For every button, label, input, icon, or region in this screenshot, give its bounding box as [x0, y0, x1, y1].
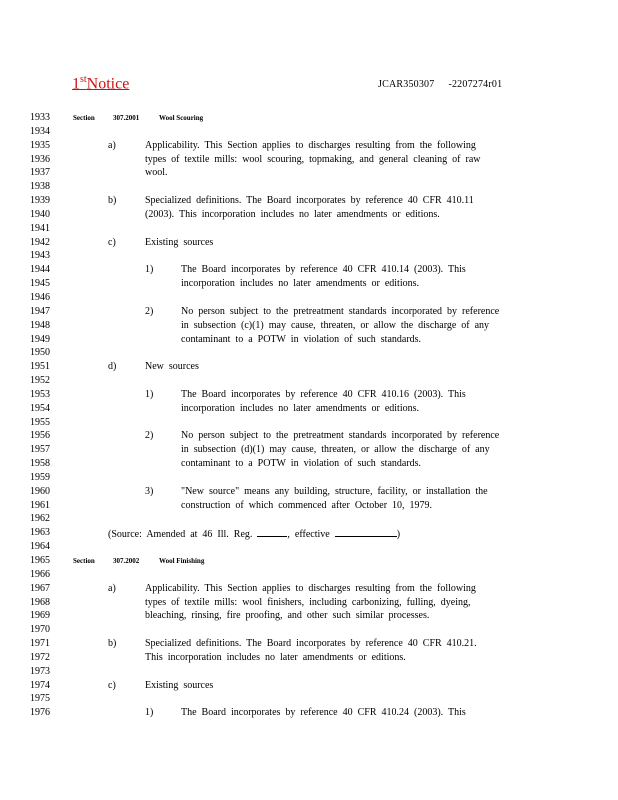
body-line: types of textile mills: wool finishers, including carbonizing, fulling, dyeing, [145, 597, 471, 608]
subsection-heading: New sources [145, 361, 199, 372]
line-number: 1959 [30, 472, 50, 483]
line-number: 1948 [30, 320, 50, 331]
source-note: (Source: Amended at 46 Ill. Reg. , effective ) [108, 529, 401, 540]
item-marker-2: 2) [145, 430, 154, 441]
line-number: 1971 [30, 638, 50, 649]
body-line: No person subject to the pretreatment standards incorporated by reference [181, 306, 500, 317]
line-number: 1963 [30, 527, 50, 538]
register-volume-blank [257, 527, 287, 537]
body-line: This incorporation includes no later amendments or editions. [145, 652, 406, 663]
body-line: The Board incorporates by reference 40 CFR 410.16 (2003). This [181, 389, 466, 400]
subsection-marker-a: a) [108, 583, 116, 594]
subsection-marker-b: b) [108, 638, 117, 649]
body-line: wool. [145, 167, 168, 178]
line-number: 1974 [30, 680, 50, 691]
line-number: 1952 [30, 375, 50, 386]
body-line: types of textile mills: wool scouring, topmaking, and general cleaning of raw [145, 154, 481, 165]
line-number: 1967 [30, 583, 50, 594]
line-number: 1964 [30, 541, 50, 552]
body-line: incorporation includes no later amendments or editions. [181, 403, 419, 414]
line-number: 1949 [30, 334, 50, 345]
line-number: 1943 [30, 250, 50, 261]
line-number: 1969 [30, 610, 50, 621]
line-number: 1975 [30, 693, 50, 704]
line-number: 1954 [30, 403, 50, 414]
line-number: 1938 [30, 181, 50, 192]
body-line: The Board incorporates by reference 40 CFR 410.24 (2003). This [181, 707, 466, 718]
subsection-marker-c: c) [108, 237, 116, 248]
line-number: 1950 [30, 347, 50, 358]
body-line: The Board incorporates by reference 40 CFR 410.14 (2003). This [181, 264, 466, 275]
body-line: construction of which commenced after October 10, 1979. [181, 500, 433, 511]
line-number: 1976 [30, 707, 50, 718]
line-number: 1966 [30, 569, 50, 580]
body-line: in subsection (d)(1) may cause, threaten, or allow the discharge of any [181, 444, 490, 455]
doc-code: -2207274r01 [448, 79, 503, 90]
line-number: 1945 [30, 278, 50, 289]
body-line: "New source" means any building, structure, facility, or installation the [181, 486, 488, 497]
subsection-marker-d: d) [108, 361, 117, 372]
subsection-marker-c: c) [108, 680, 116, 691]
line-number: 1941 [30, 223, 50, 234]
body-line: (2003). This incorporation includes no later amendments or editions. [145, 209, 440, 220]
line-number: 1934 [30, 126, 50, 137]
line-number: 1947 [30, 306, 50, 317]
item-marker-1: 1) [145, 264, 154, 275]
line-number: 1953 [30, 389, 50, 400]
body-line: in subsection (c)(1) may cause, threaten, or allow the discharge of any [181, 320, 490, 331]
line-number: 1972 [30, 652, 50, 663]
document-identifier [378, 79, 502, 90]
line-number: 1956 [30, 430, 50, 441]
section-heading: Section 307.2001 Wool Scouring [73, 114, 204, 122]
body-line: incorporation includes no later amendments or editions. [181, 278, 419, 289]
body-line: Specialized definitions. The Board incorporates by reference 40 CFR 410.11 [145, 195, 474, 206]
line-number: 1939 [30, 195, 50, 206]
line-number: 1957 [30, 444, 50, 455]
line-number: 1944 [30, 264, 50, 275]
line-number: 1940 [30, 209, 50, 220]
body-line: No person subject to the pretreatment standards incorporated by reference [181, 430, 500, 441]
subsection-heading: Existing sources [145, 680, 214, 691]
subsection-heading: Existing sources [145, 237, 214, 248]
subsection-marker-a: a) [108, 140, 116, 151]
effective-date-blank [335, 527, 397, 537]
line-number: 1935 [30, 140, 50, 151]
line-number: 1937 [30, 167, 50, 178]
item-marker-1: 1) [145, 707, 154, 718]
body-line: contaminant to a POTW in violation of such standards. [181, 458, 422, 469]
line-number: 1970 [30, 624, 50, 635]
line-number: 1958 [30, 458, 50, 469]
line-number: 1973 [30, 666, 50, 677]
subsection-marker-b: b) [108, 195, 117, 206]
jcar-code: JCAR350307 [378, 79, 435, 90]
line-number: 1968 [30, 597, 50, 608]
section-heading: Section 307.2002 Wool Finishing [73, 557, 205, 565]
item-marker-3: 3) [145, 486, 154, 497]
line-number: 1965 [30, 555, 50, 566]
line-number: 1960 [30, 486, 50, 497]
line-number: 1942 [30, 237, 50, 248]
line-number: 1946 [30, 292, 50, 303]
line-number: 1962 [30, 513, 50, 524]
notice-heading: 1stNotice [72, 74, 130, 93]
body-line: contaminant to a POTW in violation of such standards. [181, 334, 422, 345]
line-number: 1933 [30, 112, 50, 123]
item-marker-2: 2) [145, 306, 154, 317]
line-number: 1961 [30, 500, 50, 511]
item-marker-1: 1) [145, 389, 154, 400]
body-line: bleaching, rinsing, fire proofing, and other such similar processes. [145, 610, 430, 621]
line-number: 1955 [30, 417, 50, 428]
body-line: Applicability. This Section applies to discharges resulting from the following [145, 583, 476, 594]
line-number: 1951 [30, 361, 50, 372]
body-line: Applicability. This Section applies to discharges resulting from the following [145, 140, 476, 151]
body-line: Specialized definitions. The Board incorporates by reference 40 CFR 410.21. [145, 638, 477, 649]
line-number: 1936 [30, 154, 50, 165]
